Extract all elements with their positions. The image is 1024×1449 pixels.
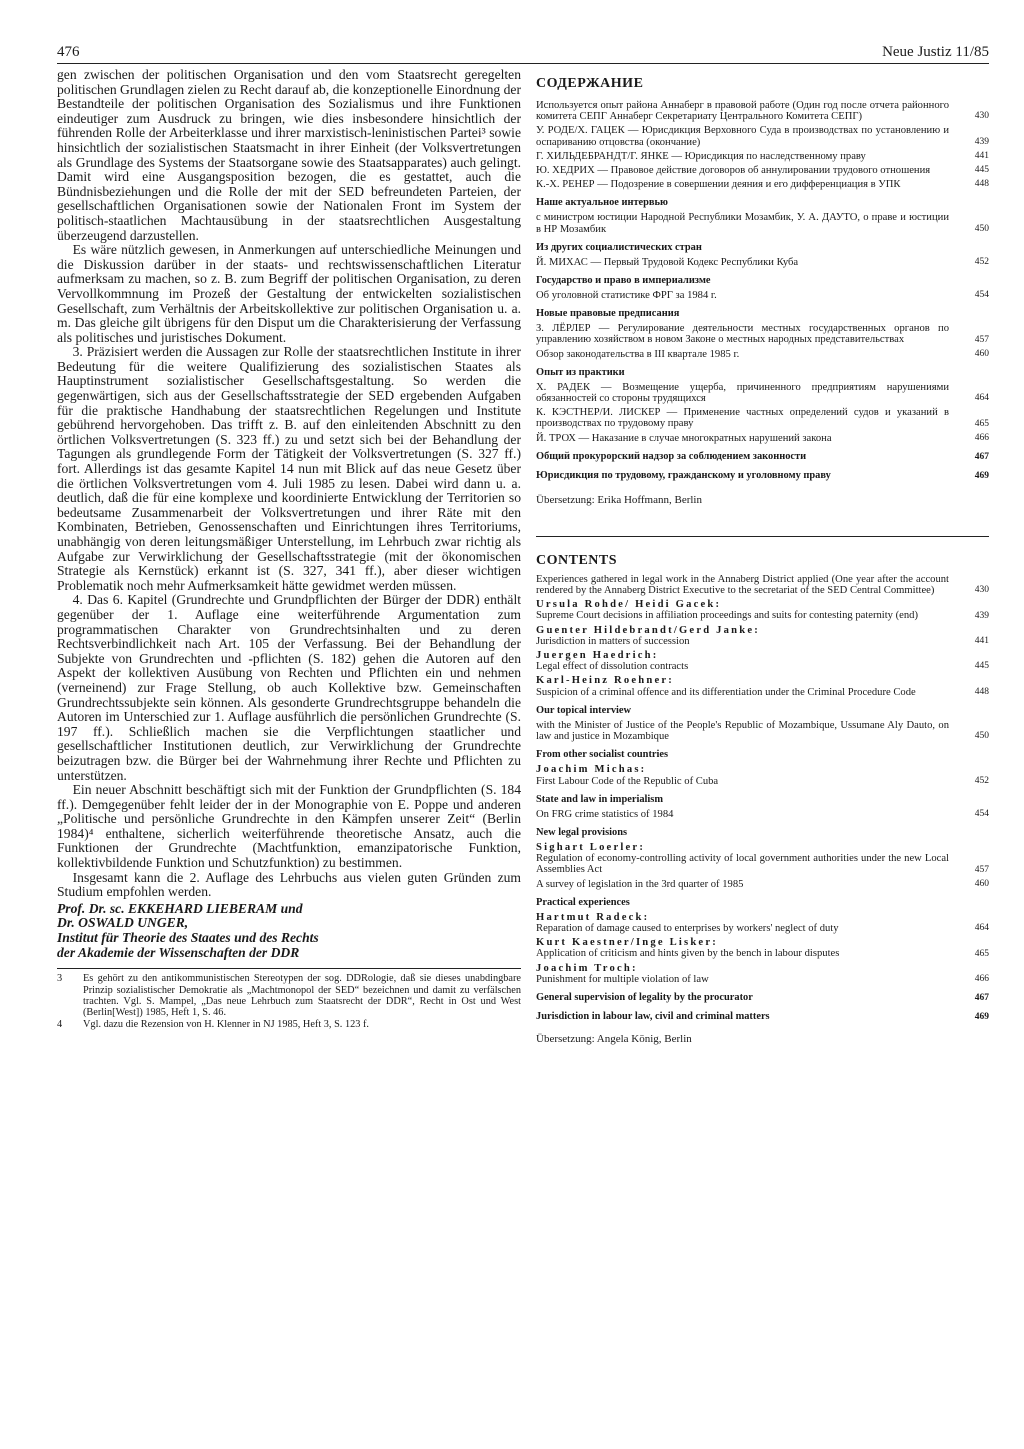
toc-page-number: 464 <box>974 923 989 934</box>
toc-section-heading: Practical experiences <box>536 896 630 908</box>
toc-item-text: Об уголовной статистике ФРГ за 1984 г. <box>536 290 717 302</box>
page-header <box>57 40 989 64</box>
toc-page-number: 467 <box>974 451 989 462</box>
toc-russian <box>536 76 989 506</box>
toc-item-text: К. КЭСТНЕР/И. ЛИСКЕР — Применение частных определений судов и указаний в производствах по трудовому праву <box>536 407 949 430</box>
toc-item <box>536 650 989 672</box>
toc-item-text: On FRG crime statistics of 1984 <box>536 808 674 820</box>
toc-section-heading: General supervision of legality by the procurator <box>536 991 753 1003</box>
body-paragraph: gen zwischen der politischen Organisation und den vom Staatsrecht geregelten politischen Grundlagen zielen zu Recht darauf ab, die konzeptionelle Einordnung der Bestandteile der politischen Organisation des Sozialismus und ihre Funktionen eindeutiger zum Ausdruck zu bringen, wie dies insbesondere hinsichtlich der führenden Rolle der Arbeiterklasse und ihrer marxistisch-leninistischen Partei³ sowie hinsichtlich der sozialistischen Staatsmacht in ihrer Einheit (der Volksvertretungen als Grundlage des Systems der Staatsorgane sowie des Staatsapparates) auch gelingt. Damit wird eine Ausgangsposition bezogen, die es gestattet, auch die Bündnisbeziehungen und die Rolle der mit der SED befreundeten Parteien, der gesellschaftlichen Organisationen sowie der Nationalen Front im System der politisch-staatlichen Machtausübung in der staatsrechtlichen Ausgestaltung überzeugend darzustellen. <box>57 67 521 243</box>
footnote <box>57 973 521 1019</box>
toc-item <box>536 349 989 360</box>
toc-page-number: 452 <box>974 775 989 786</box>
toc-item-text: Й. ТРОХ — Наказание в случае многократных нарушений закона <box>536 432 832 444</box>
footnote-text: Vgl. dazu die Rezension von H. Klenner in NJ 1985, Heft 3, S. 123 f. <box>83 1018 369 1030</box>
toc-item-text <box>536 675 957 697</box>
toc-page-number: 439 <box>974 610 989 621</box>
toc-page-number: 445 <box>974 661 989 672</box>
toc-page-number: 469 <box>974 1011 989 1022</box>
toc-item-description: Regulation of economy-controlling activity of local government authorities under the new Local Assemblies Act <box>536 853 949 876</box>
toc-page-number: 467 <box>974 992 989 1003</box>
toc-item <box>536 963 989 985</box>
toc-page-number: 465 <box>974 948 989 959</box>
toc-section-heading: From other socialist countries <box>536 749 669 761</box>
footnote <box>57 1019 521 1030</box>
signature-line: Prof. Dr. sc. EKKEHARD LIEBERAM und <box>57 900 303 916</box>
toc-item-text: A survey of legislation in the 3rd quarter of 1985 <box>536 878 744 890</box>
toc-item-text: З. ЛЁРЛЕР — Регулирование деятельности местных государственных органов по управлению хозяйством в новом Законе о местных народных представительствах <box>536 323 949 346</box>
toc-page-number: 457 <box>974 864 989 875</box>
toc-item <box>536 879 989 890</box>
toc-section-heading: Из других социалистических стран <box>536 241 702 253</box>
toc-item-description: Punishment for multiple violation of law <box>536 973 709 985</box>
toc-item <box>536 937 989 959</box>
toc-section-heading: Jurisdiction in labour law, civil and criminal matters <box>536 1010 770 1022</box>
toc-item-description: First Labour Code of the Republic of Cuba <box>536 775 719 787</box>
toc-item <box>536 809 989 820</box>
signature-line: der Akademie der Wissenschaften der DDR <box>57 944 300 960</box>
toc-page-number: 466 <box>974 973 989 984</box>
toc-page-number: 460 <box>974 348 989 359</box>
toc-page-number: 454 <box>974 808 989 819</box>
toc-item <box>536 433 989 444</box>
toc-item-text: Й. МИХАС — Первый Трудовой Кодекс Республики Куба <box>536 256 799 268</box>
footnotes <box>57 968 521 1030</box>
toc-section-heading: Опыт из практики <box>536 366 625 378</box>
toc-item <box>536 257 989 268</box>
toc-section-heading: Общий прокурорский надзор за соблюдением законности <box>536 450 807 462</box>
signature-line: Institut für Theorie des Staates und des Rechts <box>57 930 319 946</box>
body-paragraph: Ein neuer Abschnitt beschäftigt sich mit der Funktion der Grundpflichten (S. 184 ff.). Demgegenüber fehlt leider der in der Monographie von E. Poppe und anderen „Politische und persönliche Grundrechte in den Kämpfen unserer Zeit“ (Berlin 1984)⁴ enthaltene, sicherlich weiterführende theoretische Ansatz, auch die Funktionen der Grundrechte (Machtfunktion, emanzipatorische Funktion, kollektivbildende Funktion und Schutzfunktion) zu bestimmen. <box>57 782 521 871</box>
toc-item-author: Sighart Loerler: <box>536 841 646 853</box>
toc-item-text <box>536 937 957 959</box>
toc-section-entry <box>536 470 989 482</box>
toc-item-text: К.-Х. РЕНЕР — Подозрение в совершении деяния и его дифференциация в УПК <box>536 179 901 191</box>
page-number: 476 <box>57 44 80 60</box>
toc-item-author: Joachim Troch: <box>536 962 638 974</box>
author-signature <box>57 902 521 960</box>
toc-section-entry <box>536 451 989 463</box>
toc-page-number: 430 <box>974 585 989 596</box>
toc-item-author: Guenter Hildebrandt/Gerd Janke: <box>536 624 760 636</box>
toc-item-description: Application of criticism and hints given by the bench in labour disputes <box>536 948 840 960</box>
toc-item <box>536 179 989 190</box>
toc-item-author: Joachim Michas: <box>536 764 647 776</box>
toc-item <box>536 151 989 162</box>
toc-section-heading: Наше актуальное интервью <box>536 197 668 209</box>
toc-page-number: 454 <box>974 290 989 301</box>
footnote-number: 4 <box>57 1018 63 1030</box>
toc-item-description: Suspicion of a criminal offence and its differentiation under the Criminal Procedure Code <box>536 686 916 698</box>
toc-item-author: Hartmut Radeck: <box>536 911 650 923</box>
toc-section-heading: New legal provisions <box>536 826 628 838</box>
toc-item-text <box>536 963 957 985</box>
toc-item-text: with the Minister of Justice of the People's Republic of Mozambique, Ussumane Aly Dauto, on law and justice in Mozambique <box>536 719 949 743</box>
toc-item-text <box>536 842 957 876</box>
toc-item <box>536 912 989 934</box>
toc-section-heading: Юрисдикция по трудовому, гражданскому и уголовному праву <box>536 469 831 481</box>
toc-item <box>536 100 989 122</box>
toc-item <box>536 407 989 429</box>
toc-page-number: 466 <box>974 432 989 443</box>
toc-item-description: Supreme Court decisions in affiliation proceedings and suits for contesting paternity (end) <box>536 610 918 622</box>
toc-item <box>536 720 989 742</box>
toc-english <box>536 553 989 1045</box>
toc-item-text <box>536 650 957 672</box>
footnote-text: Es gehört zu den antikommunistischen Stereotypen der sog. DDRologie, daß sie dieses unabdingbare Prinzip sozialistischer Demokratie als „Machtmonopol der SED“ bezeichnen und damit zu verfälschen trachten. Vgl. S. Mampel, „Das neue Lehrbuch zum Staatsrecht der DDR“, Recht in Ost und West (Berlin[West]) 1985, Heft 1, S. 46. <box>83 973 521 1019</box>
toc-page-number: 448 <box>974 686 989 697</box>
toc-section-entry <box>536 1011 989 1023</box>
toc-item <box>536 323 989 345</box>
toc-item-author: Ursula Rohde/ Heidi Gacek: <box>536 599 722 611</box>
toc-page-number: 464 <box>974 393 989 404</box>
body-paragraph: 3. Präzisiert werden die Aussagen zur Rolle der staatsrechtlichen Institute in ihrer Bedeutung für die weitere Qualifizierung des sozialistischen Staates als Hauptinstrument sozialistischer Gesellschaftsgestaltung. So werden die gegenwärtigen, sich aus der Gesellschaftsstrategie der SED ergebenden Aufgaben für die praktische Handhabung der staatsrechtlichen Regelungen und Institute gebührend hervorgehoben. Das trifft z. B. auf den einleitenden Abschnitt zu den örtlichen Volksvertretungen (S. 323 ff.) zu und setzt sich bei der Behandlung der Tagungen als grundlegende Form der Tätigkeit der Volksvertretungen (S. 327 ff.) fort. Allerdings ist das gesamte Kapitel 14 nun mit Blick auf das neue Gesetz über die örtlichen Volksvertretungen vom 4. Juli 1985 zu lesen. Dabei wird dann u. a. deutlich, daß die für eine komplexe und koordinierte Entwicklung der Territorien so bedeutsame Zusammenarbeit der Volksvertretungen und ihrer Räte mit den Kombinaten, Betrieben, Genossenschaften und Einrichtungen ihres Territoriums, unabhängig von deren leitungsmäßiger Unterstellung, im Lehrbuch zwar richtig als Aufgabe zur Verwirklichung der Gesellschaftsstrategie (mit der ökonomischen Strategie als Kernstück) erkannt ist (S. 327, 341 ff.), aber dieser wichtigen Problematik noch mehr Aufmerksamkeit hätte gewidmet werden müssen. <box>57 344 521 593</box>
toc-item-text: Г. ХИЛЬДЕБРАНДТ/Г. ЯНКЕ — Юрисдикция по наследственному праву <box>536 150 866 162</box>
footnote-number: 3 <box>57 973 63 985</box>
toc-page-number: 448 <box>974 179 989 190</box>
toc-page-number: 452 <box>974 257 989 268</box>
signature-line: Dr. OSWALD UNGER, <box>57 915 189 931</box>
toc-item-text: Обзор законодательства в III квартале 1985 г. <box>536 348 740 360</box>
toc-page-number: 445 <box>974 165 989 176</box>
toc-item-text: Х. РАДЕК — Возмещение ущерба, причиненного предприятиям нарушениями обязанностей со стороны трудящихся <box>536 381 949 405</box>
toc-page-number: 457 <box>974 334 989 345</box>
toc-page-number: 469 <box>974 470 989 481</box>
review-text-column <box>57 68 521 1030</box>
toc-item <box>536 599 989 621</box>
toc-page-number: 450 <box>974 223 989 234</box>
translator-credit: Übersetzung: Erika Hoffmann, Berlin <box>536 493 702 506</box>
toc-item <box>536 125 989 147</box>
toc-section-entry <box>536 992 989 1004</box>
toc-item-text <box>536 764 957 786</box>
toc-item <box>536 764 989 786</box>
toc-page-number: 430 <box>974 111 989 122</box>
toc-item <box>536 212 989 234</box>
toc-page-number: 460 <box>974 878 989 889</box>
toc-item <box>536 842 989 876</box>
body-paragraph: 4. Das 6. Kapitel (Grundrechte und Grundpflichten der Bürger der DDR) enthält gegenüber der 1. Auflage eine weiterführende Argumentation zum programmatischen Charakter von Grundrechtsinhalten und zu deren Rechtsverbindlichkeit nach Art. 105 der Verfassung. Bei der Behandlung der Subjekte von Grundrechten und -pflichten (S. 182) gehen die Autoren auf den Aspekt der kollektiven Ausübung von Rechten und Pflichten ein und nehmen (verneinend) zur Frage Stellung, ob auch Kollektive bzw. Gemeinschaften Grundrechtssubjekte sein können. Als gesonderte Grundrechtsgruppe behandeln die Autoren im Unterschied zur 1. Auflage ausführlich die persönlichen Grundrechte (S. 197 ff.). Schließlich machen sie die Verpflichtungen staatlicher und gesellschaftlicher Institutionen deutlich, zur Verwirklichung der Grundrechte beizutragen bzw. die Bürger bei der Wahrnehmung ihrer Rechte und Pflichten zu unterstützen. <box>57 592 521 783</box>
toc-section-heading: Государство и право в империализме <box>536 275 711 287</box>
toc-item-description: Experiences gathered in legal work in the Annaberg District applied (One year after the account rendered by the Annaberg District Executive to the secretariat of the SED Central Committee) <box>536 573 949 597</box>
toc-item <box>536 574 989 596</box>
toc-item <box>536 382 989 404</box>
toc-page-number: 441 <box>974 151 989 162</box>
translator-credit: Übersetzung: Angela König, Berlin <box>536 1032 692 1045</box>
journal-issue: Neue Justiz 11/85 <box>882 44 989 60</box>
toc-item-text <box>536 625 957 647</box>
toc-page-number: 439 <box>974 136 989 147</box>
toc-title-english: CONTENTS <box>536 552 618 568</box>
toc-item-text: Ю. ХЕДРИХ — Правовое действие договоров об аннулировании трудового отношения <box>536 165 931 177</box>
toc-page-number: 441 <box>974 636 989 647</box>
toc-item-author: Karl-Heinz Roehner: <box>536 675 675 687</box>
toc-item-author: Juergen Haedrich: <box>536 650 659 662</box>
toc-item-text <box>536 599 957 621</box>
toc-item-text: У. РОДЕ/Х. ГАЦЕК — Юрисдикция Верховного Суда в производствах по установлению и оспариванию отцовства (окончание) <box>536 125 949 148</box>
body-paragraph: Insgesamt kann die 2. Auflage des Lehrbuchs aus vielen guten Gründen zum Studium empfohlen werden. <box>57 869 521 900</box>
body-paragraph: Es wäre nützlich gewesen, in Anmerkungen auf unterschiedliche Meinungen und die Diskussion darüber in der staats- und rechtswissenschaftlichen Literatur aufmerksam zu machen, so z. B. zum Begriff der politischen Organisation, zu deren Vervollkommnung im Prozeß der Gestaltung der entwickelten sozialistischen Gesellschaft, zum Verhältnis der Arbeitskollektive zur politischen Organisation u. a. m. Das gleiche gilt übrigens für den Disput um die Charakterisierung der Verfassung als politisches und juristisches Dokument. <box>57 242 521 345</box>
section-divider <box>536 536 989 537</box>
toc-item-description: Jurisdiction in matters of succession <box>536 635 690 647</box>
toc-item <box>536 625 989 647</box>
toc-item-text <box>536 574 957 596</box>
contents-column <box>536 76 989 1045</box>
toc-page-number: 465 <box>974 418 989 429</box>
toc-item-text: с министром юстиции Народной Республики Мозамбик, У. А. ДАУТО, о праве и юстиции в НР Мозамбик <box>536 212 949 235</box>
toc-item <box>536 675 989 697</box>
toc-item-text: Используется опыт района Аннаберг в правовой работе (Один год после отчета районного комитета СЕПГ Аннаберг Секретариату Центрального Комитета СЕПГ) <box>536 100 949 123</box>
toc-item-description: Legal effect of dissolution contracts <box>536 661 689 673</box>
toc-item-text <box>536 912 957 934</box>
toc-section-heading: Новые правовые предписания <box>536 308 680 320</box>
toc-item-author: Kurt Kaestner/Inge Lisker: <box>536 937 718 949</box>
toc-item <box>536 290 989 301</box>
toc-page-number: 450 <box>974 731 989 742</box>
toc-item-description: Reparation of damage caused to enterprises by workers' neglect of duty <box>536 922 839 934</box>
toc-section-heading: Our topical interview <box>536 704 632 716</box>
toc-item <box>536 165 989 176</box>
toc-section-heading: State and law in imperialism <box>536 793 664 805</box>
toc-title-russian: СОДЕРЖАНИЕ <box>536 76 644 91</box>
